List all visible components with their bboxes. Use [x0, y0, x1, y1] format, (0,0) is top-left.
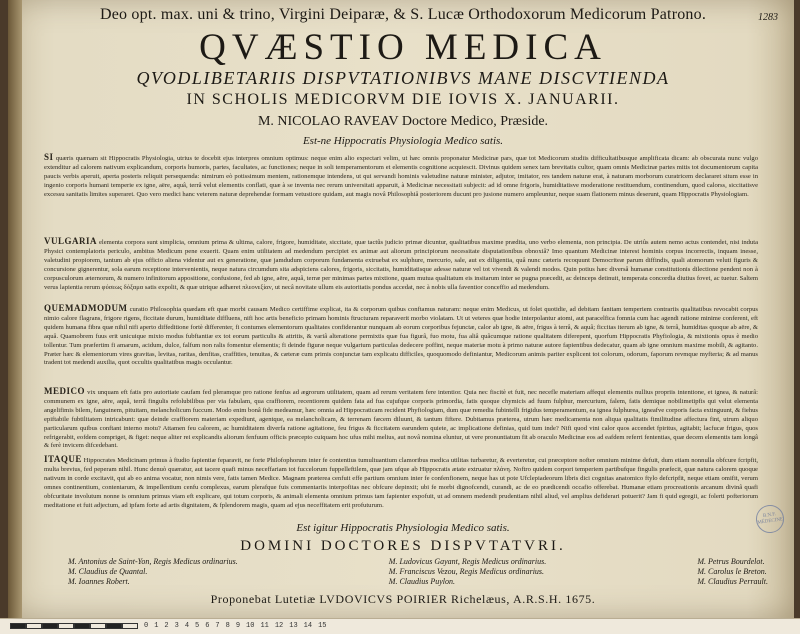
scale-label: 9 [235, 622, 241, 630]
scale-label: 11 [260, 622, 269, 630]
paragraph-initial: SI [44, 152, 54, 162]
doctor-name: M. Claudius de Quantal. [68, 567, 148, 576]
scale-label: 1 [154, 622, 159, 630]
scale-ruler [0, 620, 330, 632]
scale-bar [10, 623, 138, 629]
library-stamp: B.N.F. MÉDECINE [754, 503, 786, 535]
scale-label: 2 [164, 622, 169, 630]
paragraph-text: quæris quænam sit Hippocratis Physiologia, utrius te docebit ejus interpres omnium optimus: neque enim alio expectari velim, ut hæc omnis proponatur Medicinæ pars, quæ tot Medicorum studiis difficultatibusque amplificata dicam: ab obscurata nunc vulgo extenditur ad calorem nativum explicandum, corporis humoris, partes, facultates, ac functiones; neque in soli temperamentorum et elementis cognitione acquiescit. Divinus quidem senex tam brevitatis cultor, quam omnis Medicinæ partes mitis tot documentorum capita paucis verbis aperuit, aperta posteris reliquit persequenda: nimirum eò potissimum mentem, rationemque intendens, ut qui servandi hominis valetudine naturæ minister, adjutor, imitator, res tandem naturæ erat, à naturam morborum curatricem declararet situm esse in ingenio corporis humani temperie ex igne, aëre, aquâ, terrâ velut elementis conflati, quæ à se inventa nec rerum universitati apparuit, à Medicinæ necessitati subjecit: ad id omne frigoris, humiditatisve moderatione restituendum, continendum, quod calorss, siccitatisve excessu sanitatis limites superaret. Quo vero medici hanc veterem naturæ deprehendæ formam vetustiore quidam, aut magis novâ Philosophiâ posteriorem ducunt pro jusione numero ampleuntur, neque suam flationem minus deserunt, quam Hippocratis Physiologiam. [44, 155, 758, 198]
scale-label: 4 [184, 622, 190, 630]
scale-label: 12 [274, 622, 284, 630]
doctor-name: M. Petrus Bourdelot. [697, 557, 765, 566]
doctors-list [68, 557, 768, 589]
subtitle-line-1: QVODLIBETARIIS DISPVTATIONIBVS MANE DISCVTIENDA [136, 68, 670, 88]
scale-label: 3 [174, 622, 179, 630]
paragraph-initial: QUEMADMODUM [44, 303, 128, 313]
scale-label: 8 [225, 622, 230, 630]
paragraph-1 [44, 153, 758, 215]
doctors-column-3 [697, 557, 768, 589]
paragraph-initial: VULGARIA [44, 236, 98, 246]
paragraph-text: Hippocrates Medicinam primus à ftudio fapientiæ feparavit, ne forte Philofophorum inter fe contentius tumultuantium clamoribus medica utilitas turbaretur, & everteretur, cui præceptore nofter omnium minime defuit, dum etiam nonnulla obfcure fcripfit, multa brevius, fed peperam nihil. Hunc denuò quæratur, aut tacere quafi minus neceffariam tot fuccelorum fuppelleftilem, quæ jam ufque ab Hippocratis ætate extruatur πλάνη. Noftro quidem corpori temperiem partibufque fingulis præfecit, quæ natura calorem quoque nativum in corde excitavit, qui ab eo anima vocatur, non nimis vere, fatis tamen Medice. Magnam præterea cenfuit effe partium omnium inter fe confenfionem, neque has ut pote Ufclepiadeorum libris dici cognitas anatomico ftylo defcripfit, neque etiam omifit, verum omnes continentium, contentarum, & impellentium cenfu complexus, earum plerafque fuis commentariis interpofitas nec obfcure depinxit; ubi fe morbi dignofcendi, curandi, ac de eo prædicendi occafio offerebat. Humanæ etiam procreationis arcanum divinâ quafi obfcuritate involutum nonne is omnium primus viam eft explicare, qui totum corporis, & animali elementa omnium primus tam fapienter expofuit, ut ad omnem medendi prudentiam nihil aliud, vel amplius defiderari potuerit? Jam fi quid egregii, ac folerti pofteriorum meditatione et fuit adjectum, ad ipfam forte ad artis dignitatem, & fplendorem magis, quam ad ejus neceffitatem erit profuturum. [44, 457, 758, 509]
thesis-question: Est-ne Hippocratis Physiologia Medico satis. [302, 135, 504, 147]
scale-label: 5 [195, 622, 200, 630]
doctor-name: M. Carolus le Breton. [697, 567, 767, 576]
proponebat-line: Proponebat Lutetiæ LVDOVICVS POIRIER Richelæus, A.R.S.H. 1675. [210, 592, 596, 606]
conclusion-line: Est igitur Hippocratis Physiologia Medico satis. [296, 522, 510, 534]
scale-labels [144, 622, 326, 630]
paragraph-text: elementa corpora sunt simplicia, omnium prima & ultima, calore, frigore, humiditate, siccitate, quæ tactûs judicio primæ dicuntur, qualitatibus maxime prædita, uno verbo elementa, non principia. De utriûs autem nemo actus contendet, nisi induta Physici contemplatoris periculo, ambitus Medicum pene exuerit. Quam enim utilitatem ad medendum percipiet ex animæ aut aliorum principiorum necessitate disputationibus obnoxiâ? Imo quantum Medicinæ interest hominis corpus incorrectis, inquam inesse, valetudini propiorem, tantum ab ejus officio aliena videntur aut ex generatione, quæ jamdudum corporum fundamenta extruebat ex sulphure, mercurio, sale, aut ex diligentia, quâ nunc cæteris recoquunt Democriteæ parum diffindis, quali atomorum veluti figuris & concursione gignerentur, sola earum receptione intervenientis, neque natura circumdum sita adspiciens calores, frigoris, siccitatis, humiditatisque adesse naturæ vel tot vivendi & valendi modos. Quin potius hæc diversâ humanæ constitutionis dilectione pendent non à corpusculorum æternorum, & numero infinitorum appositione, confusione, fed ab igne, aëre, aquâ, terræ per minimas partes mixtione, quam mutua qualitatum eis insitarum inter se pugna præcedit, ac deinceps detinuit, temperata concordia diutius fovet, ac tuetur. Saltem verus lapientia rerum φύσεως δόξαμα satis expolit, & quæ utrique adhæret πλεονεξίαν, ut necâ novitate ullum eis autoritatis pondus accedat, nec à nobis ulla faventior conceffio ad medendum. [44, 239, 758, 291]
doctor-name: M. Claudius Perrault. [697, 577, 768, 586]
binding-edge [8, 0, 22, 618]
scale-label: 13 [289, 622, 298, 630]
doctors-column-1 [68, 557, 238, 589]
paragraph-initial: MEDICO [44, 386, 85, 396]
scale-label: 0 [144, 622, 149, 630]
document-page [8, 0, 794, 618]
doctor-name: M. Claudius Puylon. [388, 577, 455, 586]
paragraph-5 [44, 455, 758, 517]
doctors-column-2 [389, 557, 546, 589]
doctors-heading: DOMINI DOCTORES DISPVTATVRI. [240, 538, 566, 554]
doctor-name: M. Franciscus Vezou, Regis Medicus ordinarius. [388, 567, 545, 576]
dedication-line: Deo opt. max. uni & trino, Virgini Deiparæ, & S. Lucæ Orthodoxorum Medicorum Patrono. [99, 6, 707, 23]
paragraph-initial: ITAQUE [44, 454, 82, 464]
paragraph-4 [44, 386, 758, 450]
scale-label: 15 [318, 622, 327, 630]
paragraph-text: vix unquam eft fatis pro autoritate caufam fed pleramque pro ratione fenfus ad ægrorum utilitatem, quam ad rerum veritatem fere intentior. Quia nec fiscitè et fuit, nec necefle materiam affequi elementis nullius propriis intentione, et ignea, & naturâ: communem ex igne, aëre, aquâ, terrâ fingulis refolubilibus per via fabulam, qua craffiorem, recentiorem quidem fata ad fua cujufque corporis primordia, fatis quoque chymicis ad fuum fulphur, mercurium, falem, fatis demique nobilimetipfis qui velut elementa angelifimis bilem, fanguinem, pituitam, melancholicum fuccum. Modo enim bonâ fide medeamur, hæc omnia ad Hippocraticam recident Phyfiologiam, dum quæ remedia fubintelli frigidus temperamentum, ea ignea fulphurea, igneafve corporis facta extinguunt, & fiehus epiftabile fubtilitatem intricabunt: quæ deinde craffiorem materiam expediunt, agentque, ea melancholicam, & terrenam fæcem diluunt, & tantum fiftere. Dubitamus præterea, utrum hæc medicamenta non aliqua qualitatis fimilitudine affectura fint, utrum aliquo particularum quibus conftant interno motu? Attamen feu calorem, ac humiditatem diverfa ratione agitatione, feu frigus & ficcitatem earundem quiete, ac implicatione definias, quid tum inde? Nifi quod vini calor quos accendet fpiritus, agitabit; lacfucæ frigus, quos refrigerabit, eofdem compriget, & figet: neque aliter rei explicandis aliorum fenfuum officis præcepto cuiquam hoc ufus mihi melius, aut novâ nomina eluntur, ut vere pronuntiatum fit ab oraculo Medicinæ eos ad eafdem referri fententias, quæ decem elementis tam longâ & ferè invicem difcedebant. [44, 389, 758, 450]
praeses-line: M. NICOLAO RAVEAV Doctore Medico, Præside. [257, 114, 549, 129]
paragraph-3 [44, 304, 758, 384]
scale-label: 10 [246, 622, 255, 630]
paragraph-2 [44, 237, 758, 299]
doctor-name: M. Ioannes Robert. [68, 577, 130, 586]
doctor-name: M. Ludovicus Gayant, Regis Medicus ordinarius. [388, 557, 547, 566]
scale-label: 7 [215, 622, 220, 630]
main-title: QVÆSTIO MEDICA [199, 27, 607, 68]
doctor-name: M. Antonius de Saint-Yon, Regis Medicus ordinarius. [68, 557, 238, 566]
subtitle-line-2: IN SCHOLIS MEDICORVM DIE IOVIS X. JANUARII. [186, 91, 620, 108]
folio-number: 1283 [758, 12, 778, 23]
scale-label: 14 [303, 622, 313, 630]
paragraph-text: curatio Philosophia quædam eft quæ morbi causam Medico certiffime explicat, ita & corporum quibus conftamus naturam: neque enim Medicus, ut folet quotidie, ad debitam fanitam temperiem contrariis qualitatibus revocabit corpus nimio calore flagrans, frigore rigens, ficcitate durum, humiditate diffluens, nifi hoc artis beneficio primam hominis ftructuram reparaverit morbo violatam. Ut ut veteres quæ hodie interpolantur atomi, aut paracelfica fomnia cum hac agendi ratione minime conferent, eft quidem humana fibra quæ nihil nifi aperto diffeditione fortè differenter, fi contumes elementorum qualitates confiderantur nunquam ab eorum corporibus fejunctæ, calor ab igne, & aëre, frigus à terrâ, & aquâ; ficcitas iterum ab igne, & terrâ, humiditas quoque ab aëre, & aquâ. Quamobrem fuus erit unicuique mixto modus fubftantiæ ex tot eorum particulis & attritis, & variâ alteratione permixtis quæ fua figurâ, fuo motu, fua aliâ quâcumque ratione qualitatem diferepent, quorfum Hippocratis Phyfiologia, & mixtionis opus è medio tollentur. Tum præfertim fi amarum, acidum, dulce, falfum non ralis fomentur elementis; fi deinde figuræ neque vulgarium particulas dedecere poffint, neque materiæ motu à primo naturæ autore fapientibus dedecatur, quam ab igne omnium maxime mobili, & agitanto. Præter hæc & elementorum vires gravitas, levitas, raritas, denfitas, craffities, tenuitas, & cæteræ cum primis conjunctæ tam explicatu difficiles, quoquomodo definiantur, Medicorum animis pariter explicent tot colorum, odorum, faporum revmque myfteria; & ad manus tradent tot medendi auxilia, quot occultis qualitatibus magis occulantur. [44, 306, 758, 367]
scale-label: 6 [205, 622, 210, 630]
